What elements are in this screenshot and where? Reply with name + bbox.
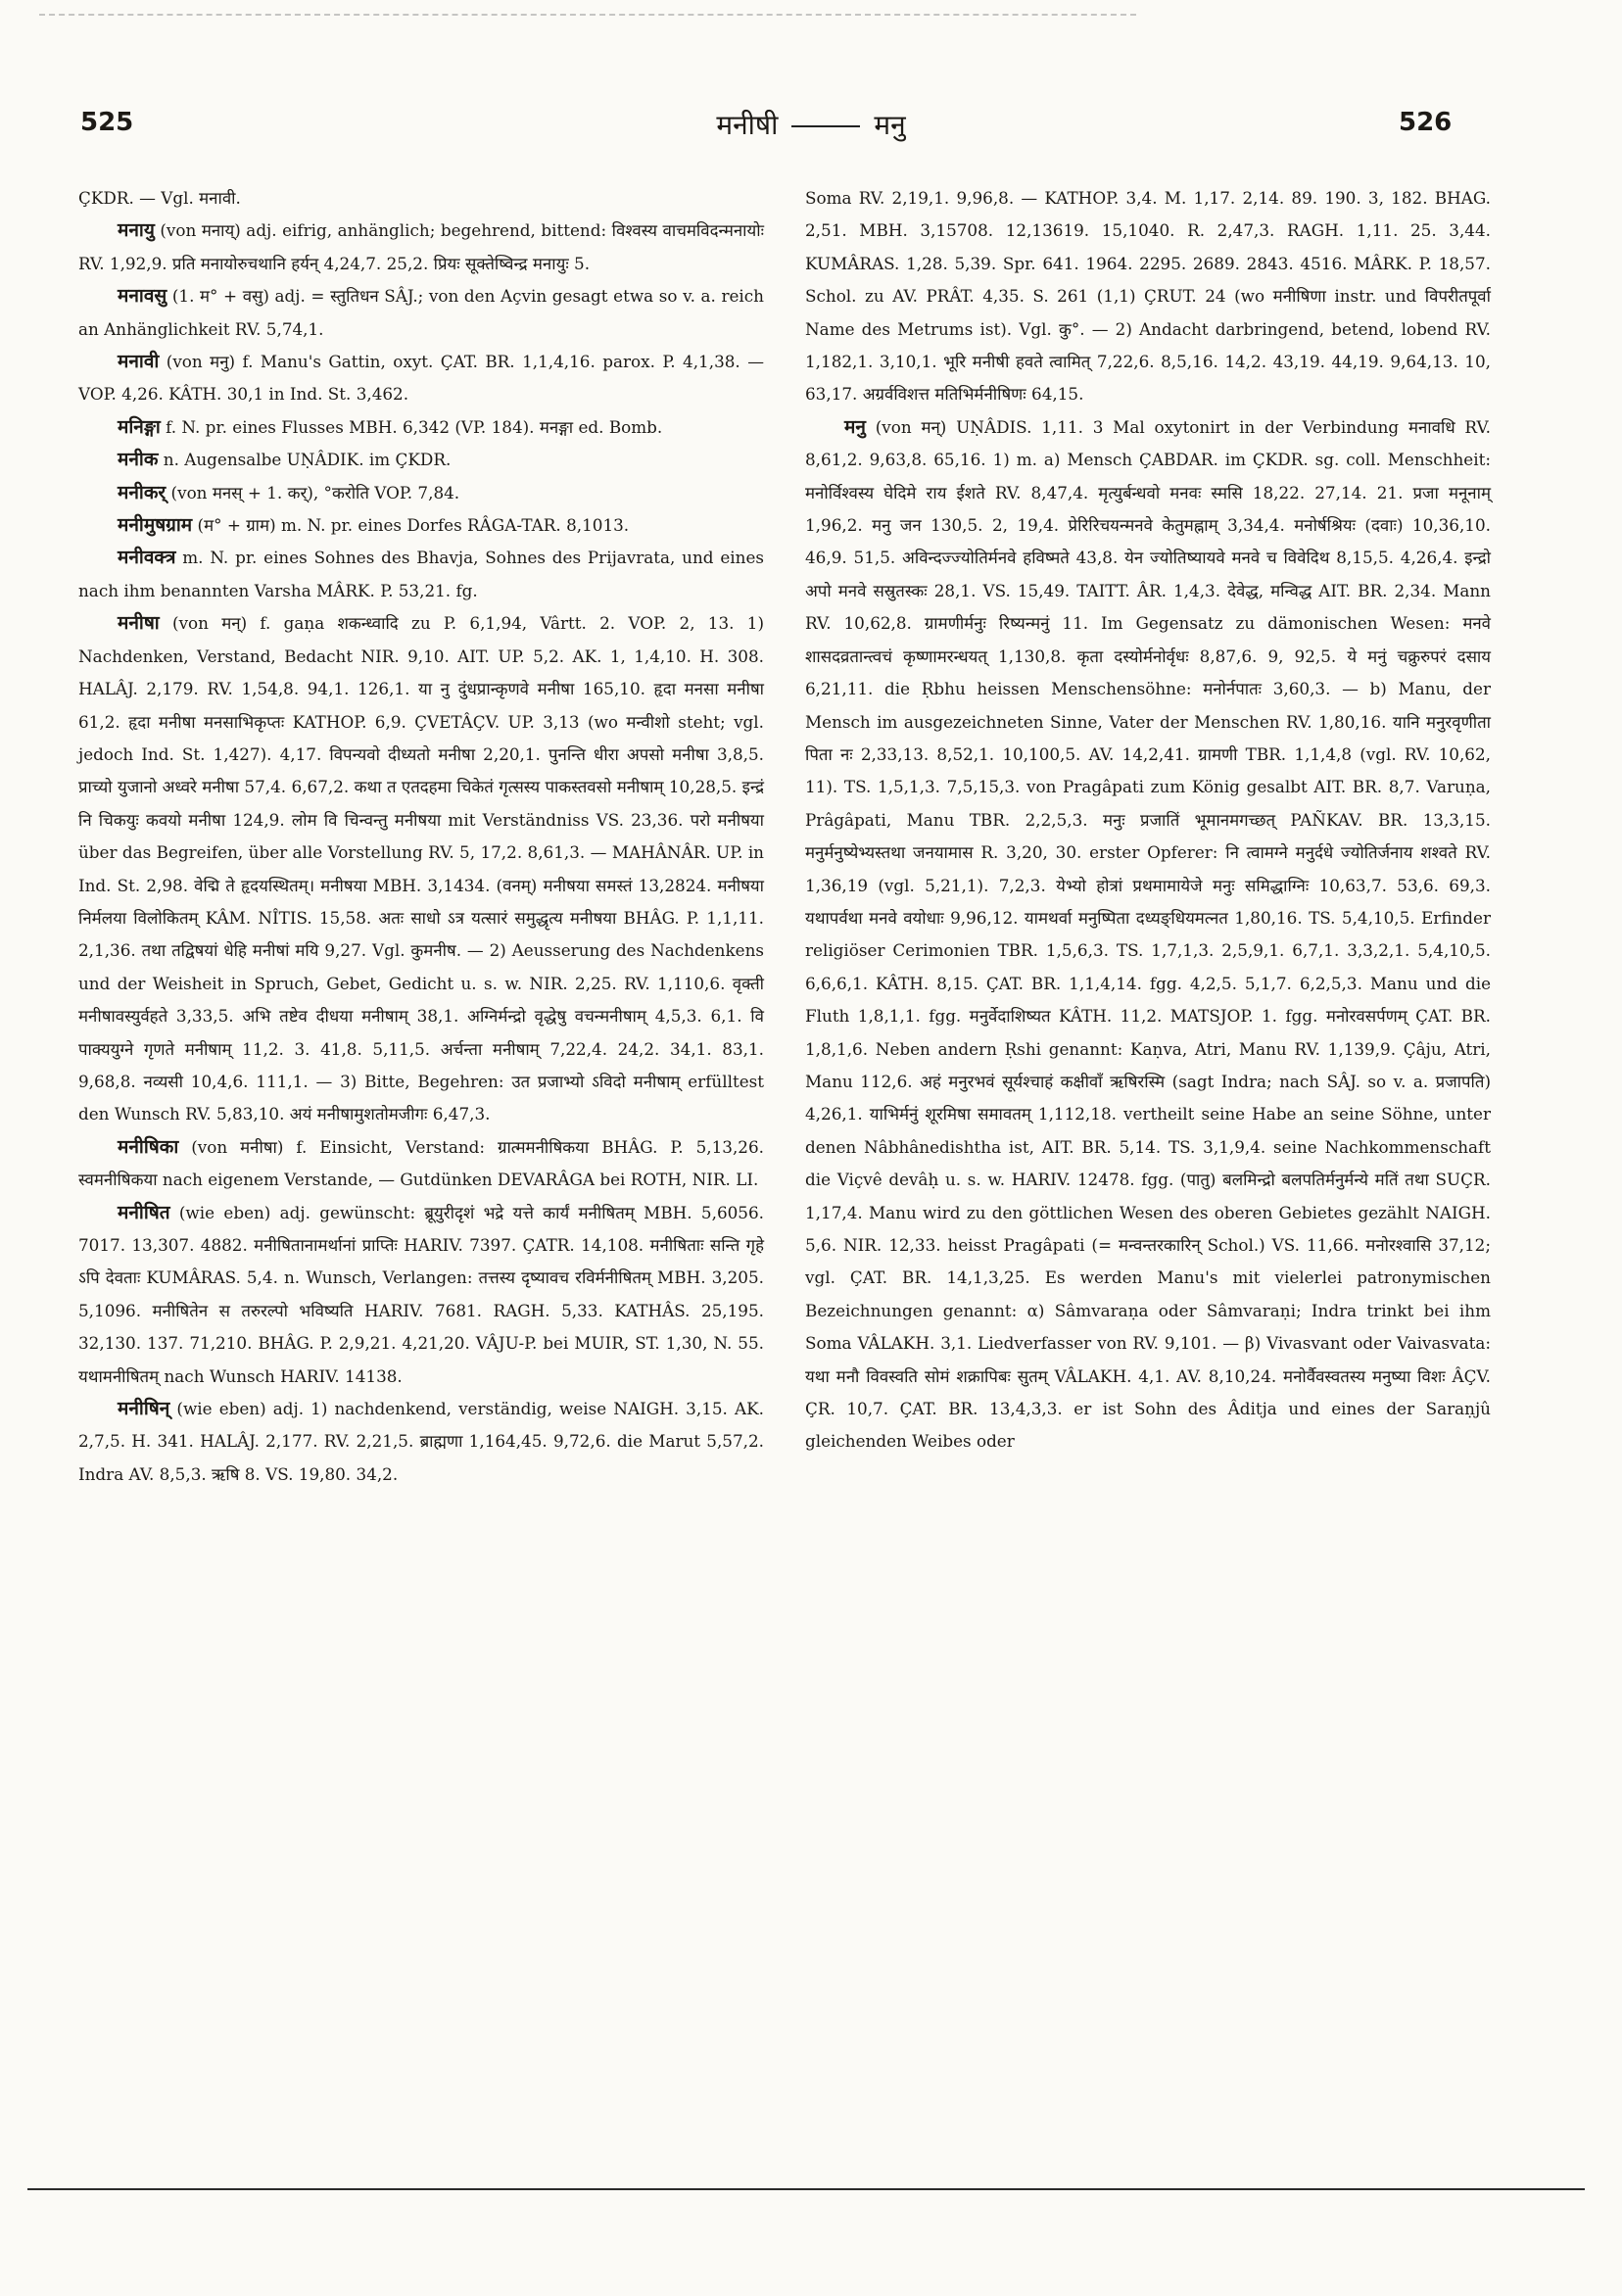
entry-headword: मनु <box>844 415 866 438</box>
dictionary-entry <box>805 182 1491 411</box>
dictionary-entry <box>78 509 764 542</box>
dictionary-entry <box>78 1393 764 1491</box>
entry-headword: मनीषिन् <box>118 1398 170 1420</box>
running-head-dash <box>791 125 860 127</box>
dictionary-entry <box>78 477 764 509</box>
running-head <box>0 106 1622 143</box>
dictionary-entry <box>78 182 764 215</box>
dictionary-entry <box>805 411 1491 1459</box>
page-header <box>0 108 1622 167</box>
dictionary-entry <box>78 346 764 411</box>
entry-text: n. Augensalbe UṆÂDIK. im ÇKDR. <box>163 450 452 470</box>
dictionary-entry <box>78 280 764 346</box>
entry-text: (von मनीषा) f. Einsicht, Verstand: ग्रात्ममनीषिकया BHÂG. P. 5,13,26. स्वमनीषिकया nach eigenem Verstande, — Gutdünken DEVARÂGA bei ROTH, NIR. LI. <box>78 1136 764 1190</box>
right-column <box>805 182 1491 1459</box>
entry-headword: मनावी <box>118 351 160 373</box>
dictionary-entry <box>78 411 764 444</box>
scan-edge-noise <box>39 14 1136 16</box>
right-page-number: 526 <box>1399 108 1453 137</box>
entry-text: f. N. pr. eines Flusses MBH. 6,342 (VP. 184). मनङ्गा ed. Bomb. <box>166 416 663 437</box>
entry-text: (wie eben) adj. gewünscht: ब्रूयुरीदृशं भद्रे यत्ते कार्यं मनीषितम् MBH. 5,6056. 7017. 13,307. 4882. मनीषितानामर्थानां प्राप्तिः HARIV. 7397. ÇATR. 14,108. मनीषिताः सन्ति गृहे ऽपि देवताः KUMÂRAS. 5,4. n. Wunsch, Verlangen: तत्तस्य दृष्यावच रविर्मनीषितम् MBH. 3,205. 5,1096. मनीषितेन स तरुरल्पो भविष्यति HARIV. 7681. RAGH. 5,33. KATHÂS. 25,195. 32,130. 137. 71,210. BHÂG. P. 2,9,21. 4,21,20. VÂJU-P. bei MUIR, ST. 1,30, N. 55. यथामनीषितम् nach Wunsch HARIV. 14138. <box>78 1202 764 1386</box>
entry-headword: मनायु <box>118 219 155 242</box>
entry-headword: मनीवक्त्र <box>118 547 176 569</box>
dictionary-entry <box>78 444 764 476</box>
entry-headword: मनावसु <box>118 285 167 308</box>
entry-text: m. N. pr. eines Sohnes des Bhavja, Sohnes des Prijavrata, und eines nach ihm benannten Varsha MÂRK. P. 53,21. fg. <box>78 548 764 600</box>
left-page-number: 525 <box>80 108 134 137</box>
entry-text: (1. म° + वसु) adj. = स्तुतिधन SÂJ.; von den Açvin gesagt etwa so v. a. reich an Anhänglichkeit RV. 5,74,1. <box>78 286 764 339</box>
entry-text: (म° + ग्राम) m. N. pr. eines Dorfes RÂGA-TAR. 8,1013. <box>197 515 630 536</box>
running-head-first: मनीषी <box>716 109 779 141</box>
entry-headword: मनीकर् <box>118 481 167 503</box>
entry-headword: मनीषिका <box>118 1135 179 1158</box>
dictionary-entry <box>78 1197 764 1393</box>
entry-headword: मनीक <box>118 449 159 471</box>
entry-headword: मनिङ्गा <box>118 415 161 438</box>
dictionary-entry <box>78 542 764 607</box>
entry-text: (von मनाय्) adj. eifrig, anhänglich; begehrend, bittend: विश्वस्य वाचमविदन्मनायोः RV. 1,92,9. प्रति मनायोरुचथानि हर्यन् 4,24,7. 25,2. प्रियः सूक्तेष्विन्द्र मनायुः 5. <box>78 220 764 273</box>
entry-text: (von मन्) UṆÂDIS. 1,11. 3 Mal oxytonirt in der Verbindung मनावधि RV. 8,61,2. 9,63,8. 65,16. 1) m. a) Mensch ÇABDAR. im ÇKDR. sg. coll. Menschheit: मनोर्विश्वस्य घेदिमे राय ईशते RV. 8,47,4. मृत्युर्बन्धवो मनवः स्मसि 18,22. 27,14. 21. प्रजा मनूनाम् 1,96,2. मनु जन 130,5. 2, 19,4. प्रेरिरिचयन्मनवे केतुमह्नाम् 3,34,4. मनोर्षश्रियः (दवाः) 10,36,10. 46,9. 51,5. अविन्दज्ज्योतिर्मनवे हविष्मते 43,8. येन ज्योतिष्यायवे मनवे च विवेदिथ 8,15,5. 4,26,4. इन्द्रो अपो मनवे सस्रुतस्कः 28,1. VS. 15,49. TAITT. ÂR. 1,4,3. देवेद्ध, मन्विद्ध AIT. BR. 2,34. Mann RV. 10,62,8. ग्रामणीर्मनुः रिष्यन्मनुं 11. Im Gegensatz zu dämonischen Wesen: मनवे शासदव्रतान्त्वचं कृष्णामरन्धयत् 1,130,8. कृता दस्योर्मनोर्वृधः 8,87,6. 9, 92,5. ये मनुं चक्रुरुपरं दसाय 6,21,11. die Ṛbhu heissen Menschensöhne: मनोर्नपातः 3,60,3. — b) Manu, der Mensch im ausgezeichneten Sinne, Vater der Menschen RV. 1,80,16. यानि मनुरवृणीता पिता नः 2,33,13. 8,52,1. 10,100,5. AV. 14,2,41. ग्रामणी TBR. 1,1,4,8 (vgl. RV. 10,62, 11). TS. 1,5,1,3. 7,5,15,3. von Pragâpati zum König gesalbt AIT. BR. 8,7. Varuṇa, Prâgâpati, Manu TBR. 2,2,5,3. मनुः प्रजातिं भूमानमगच्छत् PAÑKAV. BR. 13,3,15. मनुर्मनुष्येभ्यस्तथा जनयामास R. 3,20, 30. erster Opferer: नि त्वामग्ने मनुर्दधे ज्योतिर्जनाय शश्वते RV. 1,36,19 (vgl. 5,21,1). 7,2,3. येभ्यो होत्रां प्रथमामायेजे मनुः समिद्धाग्निः 10,63,7. 53,6. 69,3. यथापर्वथा मनवे वयोधाः 9,96,12. यामथर्वा मनुष्पिता दध्यङ्धियमत्नत 1,80,16. TS. 5,4,10,5. Erfinder religiöser Cerimonien TBR. 1,5,6,3. TS. 1,7,1,3. 2,5,9,1. 6,7,1. 3,3,2,1. 5,4,10,5. 6,6,6,1. KÂTH. 8,15. ÇAT. BR. 1,1,4,14. fgg. 4,2,5. 5,1,7. 6,2,5,3. Manu und die Fluth 1,8,1,1. fgg. मनुर्वेदाशिष्यत KÂTH. 11,2. MATSJOP. 1. fgg. मनोरवसर्पणम् ÇAT. BR. 1,8,1,6. Neben andern Ṛshi genannt: Kaṇva, Atri, Manu RV. 1,139,9. Çâju, Atri, Manu 112,6. अहं मनुरभवं सूर्यश्चाहं कक्षीवाँ ऋषिरस्मि (sagt Indra; nach SÂJ. so v. a. प्रजापति) 4,26,1. याभिर्मनुं शूरमिषा समावतम् 1,112,18. vertheilt seine Habe an seine Söhne, unter denen Nâbhânedishtha ist, AIT. BR. 5,14. TS. 3,1,9,4. seine Nachkommenschaft die Viçvê devâḥ u. s. w. HARIV. 12478. fgg. (पातु) बलमिन्द्रो बलपतिर्मनुर्मन्ये मतिं तथा SUÇR. 1,17,4. Manu wird zu den göttlichen Wesen des oberen Gebietes gezählt NAIGH. 5,6. NIR. 12,33. heisst Pragâpati (= मन्वन्तरकारिन् Schol.) VS. 11,66. मनोरश्वासि 37,12; vgl. ÇAT. BR. 14,1,3,25. Es werden Manu's mit vielerlei patronymischen Bezeichnungen genannt: α) Sâmvaraṇa oder Sâmvaraṇi; Indra trinkt bei ihm Soma VÂLAKH. 3,1. Liedverfasser von RV. 9,101. — β) Vivasvant oder Vaivasvata: यथा मनौ विवस्वति सोमं शक्रापिबः सुतम् VÂLAKH. 4,1. AV. 8,10,24. मनोर्वैवस्वतस्य मनुष्या विशः ÂÇV. ÇR. 10,7. ÇAT. BR. 13,4,3,3. er ist Sohn des Âditja und eines der Saraṇjû gleichenden Weibes oder <box>805 416 1491 1452</box>
entry-headword: मनीषित <box>118 1201 170 1223</box>
entry-headword: मनीषा <box>118 612 160 635</box>
entry-headword: मनीमुषग्राम <box>118 514 193 537</box>
entry-text: Soma RV. 2,19,1. 9,96,8. — KATHOP. 3,4. M. 1,17. 2,14. 89. 190. 3, 182. BHAG. 2,51. MBH. 3,15708. 12,13619. 15,1040. R. 2,47,3. RAGH. 1,11. 25. 3,44. KUMÂRAS. 1,28. 5,39. Spr. 641. 1964. 2295. 2689. 2843. 4516. MÂRK. P. 18,57. Schol. zu AV. PRÂT. 4,35. S. 261 (1,1) ÇRUT. 24 (wo मनीषिणा instr. und विपरीतपूर्वा Name des Metrums ist). Vgl. कु°. — 2) Andacht darbringend, betend, lobend RV. 1,182,1. 3,10,1. भूरि मनीषी हवते त्वामित् 7,22,6. 8,5,16. 14,2. 43,19. 44,19. 9,64,13. 10, 63,17. अग्रर्वविशत्त मतिभिर्मनीषिणः 64,15. <box>805 188 1491 405</box>
entry-text: ÇKDR. — Vgl. मनावी. <box>78 188 241 208</box>
entry-text: (von मनु) f. Manu's Gattin, oxyt. ÇAT. BR. 1,1,4,16. parox. P. 4,1,38. — VOP. 4,26. KÂTH. 30,1 in Ind. St. 3,462. <box>78 352 764 405</box>
dictionary-entry <box>78 1131 764 1197</box>
footer-rule <box>27 2188 1585 2190</box>
entry-text: (wie eben) adj. 1) nachdenkend, verständig, weise NAIGH. 3,15. AK. 2,7,5. H. 341. HALÂJ. 2,177. RV. 2,21,5. ब्राह्मणा 1,164,45. 9,72,6. die Marut 5,57,2. Indra AV. 8,5,3. ऋषि 8. VS. 19,80. 34,2. <box>78 1399 764 1484</box>
dictionary-entry <box>78 607 764 1131</box>
dictionary-entry <box>78 215 764 280</box>
left-column <box>78 182 764 1491</box>
entry-text: (von मन्) f. gaṇa शकन्ध्वादि zu P. 6,1,94, Vârtt. 2. VOP. 2, 13. 1) Nachdenken, Verstand, Bedacht NIR. 9,10. AIT. UP. 5,2. AK. 1, 1,4,10. H. 308. HALÂJ. 2,179. RV. 1,54,8. 94,1. 126,1. या नु दुंधप्रान्कृणवे मनीषा 165,10. हृदा मनसा मनीषा 61,2. हृदा मनीषा मनसाभिकृप्तः KATHOP. 6,9. ÇVETÂÇV. UP. 3,13 (wo मन्वीशो steht; vgl. jedoch Ind. St. 1,427). 4,17. विपन्यवो दीध्यतो मनीषा 2,20,1. पुनन्ति धीरा अपसो मनीषा 3,8,5. प्राच्यो युजानो अध्वरे मनीषा 57,4. 6,67,2. कथा त एतदहमा चिकेतं गृत्सस्य पाकस्तवसो मनीषाम् 10,28,5. इन्द्रं नि चिकयुः कवयो मनीषा 124,9. लोम वि चिन्वन्तु मनीषया mit Verständniss VS. 23,36. परो मनीषया über das Begreifen, über alle Vorstellung RV. 5, 17,2. 8,61,3. — MAHÂNÂR. UP. in Ind. St. 2,98. वेद्मि ते हृदयस्थितम्। मनीषया MBH. 3,1434. (वनम्) मनीषया समस्तं 13,2824. मनीषया निर्मलया विलोकितम् KÂM. NÎTIS. 15,58. अतः साधो ऽत्र यत्सारं समुद्धृत्य मनीषया BHÂG. P. 1,1,11. 2,1,36. तथा तद्विषयां धेहि मनीषां मयि 9,27. Vgl. कुमनीष. — 2) Aeusserung des Nachdenkens und der Weisheit in Spruch, Gebet, Gedicht u. s. w. NIR. 2,25. RV. 1,110,6. वृक्ती मनीषावस्युर्वहते 3,33,5. अभि तष्टेव दीधया मनीषाम् 38,1. अग्निर्मन्द्रो वृद्धेषु वचन्मनीषाम् 4,5,3. 6,1. वि पाक्ययुग्ने गृणते मनीषाम् 11,2. 3. 41,8. 5,11,5. अर्चन्ता मनीषाम् 7,22,4. 24,2. 34,1. 83,1. 9,68,8. नव्यसी 10,4,6. 111,1. — 3) Bitte, Begehren: उत प्रजाभ्यो ऽविदो मनीषाम् erfülltest den Wunsch RV. 5,83,10. अयं मनीषामुशतोमजीगः 6,47,3. <box>78 613 765 1124</box>
running-head-last: मनु <box>874 109 906 141</box>
entry-text: (von मनस् + 1. कर्), °करोति VOP. 7,84. <box>170 482 460 502</box>
